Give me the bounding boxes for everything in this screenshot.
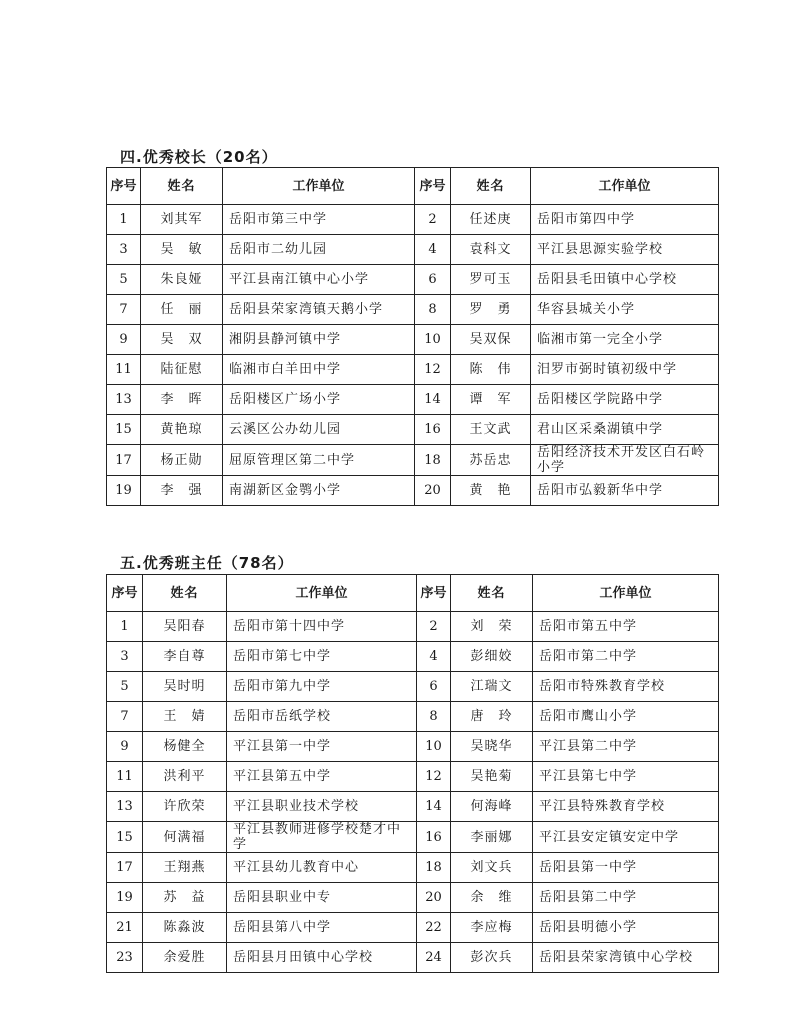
cell-unit: 平江县安定镇安定中学 bbox=[533, 822, 719, 853]
cell-no: 5 bbox=[107, 265, 141, 295]
cell-name: 吴双保 bbox=[451, 325, 531, 355]
cell-no: 3 bbox=[107, 235, 141, 265]
table-row bbox=[107, 792, 719, 822]
table-row bbox=[107, 445, 719, 476]
cell-name: 余 维 bbox=[451, 883, 533, 913]
cell-unit: 平江县第二中学 bbox=[533, 732, 719, 762]
cell-unit: 岳阳县第一中学 bbox=[533, 853, 719, 883]
header-name: 姓名 bbox=[451, 575, 533, 612]
cell-unit: 平江县第七中学 bbox=[533, 762, 719, 792]
cell-no: 21 bbox=[107, 913, 143, 943]
header-unit: 工作单位 bbox=[223, 168, 415, 205]
cell-name: 杨健全 bbox=[143, 732, 227, 762]
header-name: 姓名 bbox=[451, 168, 531, 205]
cell-name: 陈 伟 bbox=[451, 355, 531, 385]
table-header-row bbox=[107, 575, 719, 612]
cell-name: 李自尊 bbox=[143, 642, 227, 672]
cell-no: 8 bbox=[415, 295, 451, 325]
table-row bbox=[107, 913, 719, 943]
cell-no: 10 bbox=[417, 732, 451, 762]
cell-unit: 岳阳市第四中学 bbox=[531, 205, 719, 235]
table-row bbox=[107, 883, 719, 913]
cell-name: 李丽娜 bbox=[451, 822, 533, 853]
cell-name: 何海峰 bbox=[451, 792, 533, 822]
cell-name: 任 丽 bbox=[141, 295, 223, 325]
cell-no: 1 bbox=[107, 612, 143, 642]
cell-unit: 岳阳县明德小学 bbox=[533, 913, 719, 943]
cell-unit: 平江县幼儿教育中心 bbox=[227, 853, 417, 883]
cell-unit: 平江县第一中学 bbox=[227, 732, 417, 762]
cell-name: 刘文兵 bbox=[451, 853, 533, 883]
cell-name: 王文武 bbox=[451, 415, 531, 445]
cell-no: 20 bbox=[417, 883, 451, 913]
cell-no: 4 bbox=[417, 642, 451, 672]
table-header-row bbox=[107, 168, 719, 205]
cell-name: 吴时明 bbox=[143, 672, 227, 702]
cell-name: 刘 荣 bbox=[451, 612, 533, 642]
cell-no: 23 bbox=[107, 943, 143, 973]
cell-name: 王 婧 bbox=[143, 702, 227, 732]
table-row bbox=[107, 235, 719, 265]
cell-no: 1 bbox=[107, 205, 141, 235]
cell-name: 罗 勇 bbox=[451, 295, 531, 325]
cell-no: 24 bbox=[417, 943, 451, 973]
cell-name: 李 强 bbox=[141, 476, 223, 506]
cell-no: 7 bbox=[107, 295, 141, 325]
cell-no: 9 bbox=[107, 325, 141, 355]
cell-name: 任述庚 bbox=[451, 205, 531, 235]
cell-name: 谭 军 bbox=[451, 385, 531, 415]
cell-unit: 平江县特殊教育学校 bbox=[533, 792, 719, 822]
cell-no: 2 bbox=[417, 612, 451, 642]
cell-no: 18 bbox=[417, 853, 451, 883]
cell-name: 苏 益 bbox=[143, 883, 227, 913]
cell-no: 19 bbox=[107, 476, 141, 506]
cell-unit: 岳阳经济技术开发区白石岭小学 bbox=[531, 445, 719, 476]
cell-unit: 岳阳县职业中专 bbox=[227, 883, 417, 913]
cell-unit: 岳阳市第七中学 bbox=[227, 642, 417, 672]
cell-name: 彭细姣 bbox=[451, 642, 533, 672]
cell-unit: 君山区采桑湖镇中学 bbox=[531, 415, 719, 445]
cell-no: 13 bbox=[107, 385, 141, 415]
header-unit: 工作单位 bbox=[531, 168, 719, 205]
cell-name: 许欣荣 bbox=[143, 792, 227, 822]
cell-unit: 岳阳市二幼儿园 bbox=[223, 235, 415, 265]
cell-unit: 平江县职业技术学校 bbox=[227, 792, 417, 822]
cell-no: 12 bbox=[415, 355, 451, 385]
cell-unit: 华容县城关小学 bbox=[531, 295, 719, 325]
cell-unit: 岳阳市鹰山小学 bbox=[533, 702, 719, 732]
header-unit: 工作单位 bbox=[227, 575, 417, 612]
cell-no: 7 bbox=[107, 702, 143, 732]
cell-unit: 云溪区公办幼儿园 bbox=[223, 415, 415, 445]
cell-no: 14 bbox=[415, 385, 451, 415]
cell-no: 14 bbox=[417, 792, 451, 822]
table-row bbox=[107, 385, 719, 415]
cell-no: 18 bbox=[415, 445, 451, 476]
cell-name: 吴阳春 bbox=[143, 612, 227, 642]
cell-no: 16 bbox=[415, 415, 451, 445]
cell-name: 吴晓华 bbox=[451, 732, 533, 762]
cell-unit: 平江县思源实验学校 bbox=[531, 235, 719, 265]
cell-unit: 南湖新区金鹗小学 bbox=[223, 476, 415, 506]
cell-unit: 岳阳市第十四中学 bbox=[227, 612, 417, 642]
table-row bbox=[107, 205, 719, 235]
cell-no: 10 bbox=[415, 325, 451, 355]
table-row bbox=[107, 732, 719, 762]
table-row bbox=[107, 943, 719, 973]
cell-name: 刘其军 bbox=[141, 205, 223, 235]
header-no: 序号 bbox=[417, 575, 451, 612]
section-title-class-teachers: 五.优秀班主任（78名） bbox=[120, 554, 294, 572]
table-row bbox=[107, 415, 719, 445]
cell-no: 15 bbox=[107, 822, 143, 853]
cell-no: 8 bbox=[417, 702, 451, 732]
section-title-principals: 四.优秀校长（20名） bbox=[120, 148, 278, 166]
cell-unit: 岳阳市第二中学 bbox=[533, 642, 719, 672]
cell-no: 4 bbox=[415, 235, 451, 265]
cell-unit: 汨罗市弼时镇初级中学 bbox=[531, 355, 719, 385]
table-row bbox=[107, 476, 719, 506]
cell-unit: 平江县第五中学 bbox=[227, 762, 417, 792]
principals-table bbox=[106, 167, 719, 506]
cell-no: 16 bbox=[417, 822, 451, 853]
cell-no: 20 bbox=[415, 476, 451, 506]
cell-unit: 岳阳市岳纸学校 bbox=[227, 702, 417, 732]
cell-unit: 平江县教师进修学校楚才中学 bbox=[227, 822, 417, 853]
cell-unit: 岳阳县荣家湾镇天鹅小学 bbox=[223, 295, 415, 325]
table-row bbox=[107, 325, 719, 355]
cell-name: 李 晖 bbox=[141, 385, 223, 415]
cell-no: 17 bbox=[107, 853, 143, 883]
cell-name: 袁科文 bbox=[451, 235, 531, 265]
header-no: 序号 bbox=[107, 168, 141, 205]
table-row bbox=[107, 853, 719, 883]
cell-unit: 岳阳楼区学院路中学 bbox=[531, 385, 719, 415]
cell-name: 余爱胜 bbox=[143, 943, 227, 973]
cell-unit: 岳阳市第三中学 bbox=[223, 205, 415, 235]
header-unit: 工作单位 bbox=[533, 575, 719, 612]
cell-name: 何满福 bbox=[143, 822, 227, 853]
cell-unit: 岳阳县月田镇中心学校 bbox=[227, 943, 417, 973]
class-teachers-table bbox=[106, 574, 719, 973]
cell-name: 陈淼波 bbox=[143, 913, 227, 943]
table-row bbox=[107, 642, 719, 672]
cell-unit: 岳阳楼区广场小学 bbox=[223, 385, 415, 415]
cell-no: 15 bbox=[107, 415, 141, 445]
cell-name: 彭次兵 bbox=[451, 943, 533, 973]
cell-unit: 岳阳县毛田镇中心学校 bbox=[531, 265, 719, 295]
cell-unit: 岳阳市第九中学 bbox=[227, 672, 417, 702]
cell-name: 江瑞文 bbox=[451, 672, 533, 702]
cell-unit: 岳阳市第五中学 bbox=[533, 612, 719, 642]
cell-no: 12 bbox=[417, 762, 451, 792]
cell-no: 9 bbox=[107, 732, 143, 762]
cell-name: 李应梅 bbox=[451, 913, 533, 943]
cell-name: 吴 敏 bbox=[141, 235, 223, 265]
table-row bbox=[107, 265, 719, 295]
cell-no: 5 bbox=[107, 672, 143, 702]
cell-name: 朱良娅 bbox=[141, 265, 223, 295]
table-row bbox=[107, 672, 719, 702]
table-row bbox=[107, 822, 719, 853]
cell-name: 洪利平 bbox=[143, 762, 227, 792]
cell-no: 22 bbox=[417, 913, 451, 943]
header-name: 姓名 bbox=[141, 168, 223, 205]
cell-no: 17 bbox=[107, 445, 141, 476]
cell-name: 苏岳忠 bbox=[451, 445, 531, 476]
cell-name: 黄艳琼 bbox=[141, 415, 223, 445]
table-row bbox=[107, 612, 719, 642]
header-no: 序号 bbox=[107, 575, 143, 612]
cell-no: 19 bbox=[107, 883, 143, 913]
cell-name: 罗可玉 bbox=[451, 265, 531, 295]
cell-unit: 岳阳县第二中学 bbox=[533, 883, 719, 913]
cell-unit: 岳阳县荣家湾镇中心学校 bbox=[533, 943, 719, 973]
cell-unit: 湘阴县静河镇中学 bbox=[223, 325, 415, 355]
cell-name: 陆征慰 bbox=[141, 355, 223, 385]
cell-unit: 岳阳市弘毅新华中学 bbox=[531, 476, 719, 506]
table-row bbox=[107, 355, 719, 385]
cell-unit: 岳阳市特殊教育学校 bbox=[533, 672, 719, 702]
table-row bbox=[107, 295, 719, 325]
cell-unit: 屈原管理区第二中学 bbox=[223, 445, 415, 476]
cell-no: 11 bbox=[107, 355, 141, 385]
cell-no: 3 bbox=[107, 642, 143, 672]
cell-name: 黄 艳 bbox=[451, 476, 531, 506]
cell-no: 13 bbox=[107, 792, 143, 822]
cell-name: 吴 双 bbox=[141, 325, 223, 355]
cell-unit: 临湘市白羊田中学 bbox=[223, 355, 415, 385]
table-row bbox=[107, 762, 719, 792]
cell-no: 6 bbox=[417, 672, 451, 702]
cell-unit: 临湘市第一完全小学 bbox=[531, 325, 719, 355]
cell-no: 6 bbox=[415, 265, 451, 295]
cell-unit: 平江县南江镇中心小学 bbox=[223, 265, 415, 295]
cell-no: 2 bbox=[415, 205, 451, 235]
cell-name: 杨正勋 bbox=[141, 445, 223, 476]
cell-name: 吴艳菊 bbox=[451, 762, 533, 792]
cell-no: 11 bbox=[107, 762, 143, 792]
cell-unit: 岳阳县第八中学 bbox=[227, 913, 417, 943]
table-row bbox=[107, 702, 719, 732]
cell-name: 唐 玲 bbox=[451, 702, 533, 732]
cell-name: 王翔燕 bbox=[143, 853, 227, 883]
header-no: 序号 bbox=[415, 168, 451, 205]
header-name: 姓名 bbox=[143, 575, 227, 612]
